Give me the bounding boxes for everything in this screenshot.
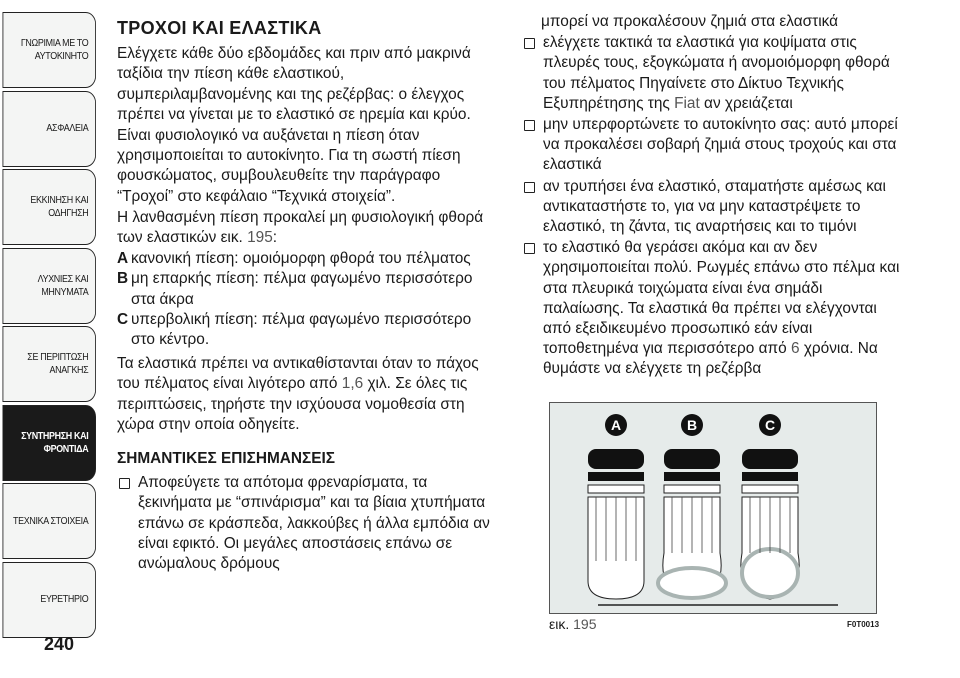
text: το ελαστικό θα γεράσει ακόμα και αν δεν χρησιμοποιείται πολύ. Ρωγμές επάνω στο πέλμα και στα πλευρικά τοιχώματα είναι ένα σημάδι παλαίωσης. Τα ελαστικά θα πρέπει να ελέγχονται από εξειδικευμένο προσωπικό εάν είναι τοποθετημένα για περισσότερο από — [543, 239, 900, 358]
text: χιλ. Σε όλες τις περιπτώσεις, τηρήστε την ισχύουσα νομοθεσία στη χώρα στην οποία οδηγείτε. — [117, 375, 468, 433]
bullet-item — [522, 115, 904, 176]
checkbox-bullet-icon — [524, 120, 535, 131]
paragraph: Είναι φυσιολογικό να αυξάνεται η πίεση όταν χρησιμοποιείται το αυτοκίνητο. Για τη σωστή πίεση φουσκώματος, συμβουλευθείτε την παράγραφο “Τροχοί” στο κεφάλαιο “Τεχνικά στοιχεία”. — [117, 127, 461, 205]
bullet-text — [543, 177, 904, 238]
bullet-text — [543, 115, 904, 176]
figure-code: F0T0013 — [847, 620, 880, 629]
subheading: ΣΗΜΑΝΤΙΚΕΣ ΕΠΙΣΗΜΑΝΣΕΙΣ — [117, 450, 336, 468]
pressure-item — [117, 310, 499, 350]
text: μην υπερφορτώνετε το αυτοκίνητο σας: αυτό μπορεί να προκαλέσει σοβαρή ζημιά στους τροχούς και στα ελαστικά — [543, 116, 898, 174]
bullet-text — [543, 238, 904, 379]
tyre-B — [658, 414, 726, 599]
paragraph — [117, 208, 499, 248]
checkbox-bullet-icon — [524, 243, 535, 254]
caption-number: 195 — [573, 616, 597, 632]
highlight: 6 — [791, 340, 800, 358]
highlight: Fiat — [674, 94, 700, 112]
tyre-A — [588, 414, 644, 599]
text: ελέγχετε τακτικά τα ελαστικά για κοψίματα στις πλευρές τους, εξογκώματα ή ανομοιόμορφη φθορά του πέλματος Πηγαίνετε στο Δίκτυο Τεχνικής Εξυπηρέτησης της — [543, 34, 890, 112]
number: 1,6 — [341, 375, 364, 393]
bullet-item — [522, 238, 904, 379]
tyre-wear-figure — [549, 402, 877, 614]
section-title: ΤΡΟΧΟΙ ΚΑΙ ΕΛΑΣΤΙΚΑ — [117, 18, 322, 38]
label-letter: C — [764, 417, 776, 433]
checkbox-bullet-icon — [524, 38, 535, 49]
item-letter: B — [117, 270, 129, 288]
pressure-item — [117, 269, 499, 309]
figure-caption — [549, 616, 597, 632]
checkbox-bullet-icon — [524, 182, 535, 193]
pressure-item — [117, 249, 499, 269]
sidebar-tab[interactable]: ΣΥΝΤΗΡΗΣΗ ΚΑΙ ΦΡΟΝΤΙΔΑ — [3, 405, 97, 481]
sidebar-tab[interactable]: ΛΥΧΝΙΕΣ ΚΑΙ ΜΗΝΥΜΑΤΑ — [3, 248, 97, 324]
item-letter: A — [117, 250, 129, 268]
text: χρόνια. Να θυμάστε να ελέγχετε τη ρεζέρβα — [543, 340, 878, 378]
sidebar-tab[interactable]: ΑΣΦΑΛΕΙΑ — [3, 91, 97, 167]
bullet-text: Αποφεύγετε τα απότομα φρεναρίσματα, τα ξεκινήματα με “σπινάρισμα” και τα βίαια χτυπήματα επάνω σε κράσπεδα, λακκούβες ή άλλα εμπόδια αν είναι εφικτό. Οι μεγάλες αποστάσεις επάνω σε ανώμαλους δρόμους — [138, 474, 490, 573]
left-column — [117, 18, 499, 575]
paragraph: μπορεί να προκαλέσουν ζημιά στα ελαστικά — [541, 13, 839, 30]
tyre-C — [741, 414, 799, 599]
text: Τα ελαστικά πρέπει να αντικαθίστανται όταν το πάχος του πέλματος είναι λιγότερο από — [117, 355, 479, 393]
bullet-text — [543, 33, 904, 114]
text: αν χρειάζεται — [704, 94, 793, 112]
page-number: 240 — [44, 634, 75, 654]
sidebar-tab[interactable]: ΕΚΚΙΝΗΣΗ ΚΑΙ ΟΔΗΓΗΣΗ — [3, 169, 97, 245]
sidebar-tab[interactable]: ΤΕΧΝΙΚΑ ΣΤΟΙΧΕΙΑ — [3, 483, 97, 559]
text: αν τρυπήσει ένα ελαστικό, σταματήστε αμέσως και αντικαταστήστε το, για να μην καταστρέψετε το ελαστικό, τη ζάντα, τις αναρτήσεις και το τιμόνι — [543, 177, 886, 236]
paragraph — [117, 354, 499, 435]
item-text: μη επαρκής πίεση: πέλμα φαγωμένο περισσότερο στα άκρα — [131, 270, 473, 308]
item-text: υπερβολική πίεση: πέλμα φαγωμένο περισσότερο στο κέντρο. — [131, 310, 472, 349]
bullet-item — [522, 177, 904, 238]
right-column — [522, 12, 904, 381]
caption-prefix: εικ. — [549, 616, 570, 632]
item-letter: C — [117, 310, 129, 328]
bullet-item — [117, 473, 499, 574]
text: Η λανθασμένη πίεση προκαλεί μη φυσιολογική φθορά των ελαστικών εικ. — [117, 208, 484, 247]
sidebar-tab[interactable]: ΓΝΩΡΙΜΙΑ ΜΕ ΤΟ ΑΥΤΟΚΙΝΗΤΟ — [3, 12, 97, 88]
figure-ref[interactable]: 195 — [247, 229, 273, 247]
item-text: κανονική πίεση: ομοιόμορφη φθορά του πέλματος — [131, 250, 471, 268]
label-letter: B — [686, 417, 698, 433]
label-letter: A — [610, 417, 622, 433]
bullet-item — [522, 33, 904, 114]
sidebar-tab[interactable]: ΣΕ ΠΕΡΙΠΤΩΣΗ ΑΝΑΓΚΗΣ — [3, 326, 97, 402]
text: : — [272, 229, 278, 247]
paragraph: Ελέγχετε κάθε δύο εβδομάδες και πριν από μακρινά ταξίδια την πίεση κάθε ελαστικού, συμπεριλαμβανομένης και της ρεζέρβας: ο έλεγχος πρέπει να γίνεται με το ελαστικό σε ηρεμία και κρύο. — [117, 45, 471, 123]
sidebar-tab[interactable]: ΕΥΡΕΤΗΡΙΟ — [3, 562, 97, 638]
checkbox-bullet-icon — [119, 478, 130, 489]
